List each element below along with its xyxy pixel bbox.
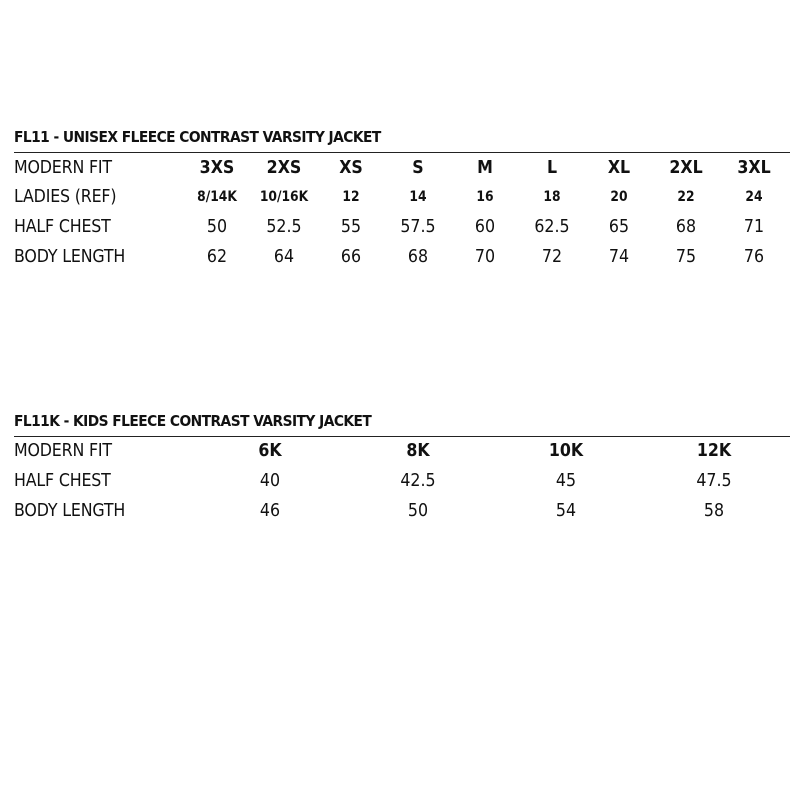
row-label: LADIES (REF) — [14, 186, 117, 207]
size-cell: 14 — [409, 189, 427, 205]
measure-cell: 60 — [474, 216, 496, 237]
measure-cell: 64 — [273, 246, 295, 267]
measure-cell: 71 — [743, 216, 765, 237]
size-cell: 16 — [476, 189, 494, 205]
measure-cell: 72 — [541, 246, 563, 267]
size-cell: 3XL — [737, 157, 771, 178]
kids-chart-title: FL11K - KIDS FLEECE CONTRAST VARSITY JACKET — [14, 412, 372, 430]
size-cell: 2XL — [669, 157, 703, 178]
size-cell: XL — [607, 157, 631, 178]
measure-cell: 57.5 — [400, 216, 436, 237]
measure-cell: 62.5 — [534, 216, 570, 237]
row-label: HALF CHEST — [14, 216, 111, 237]
measure-cell: 65 — [608, 216, 630, 237]
adult-row-half-chest — [14, 213, 790, 243]
measure-cell: 47.5 — [696, 470, 732, 491]
size-cell: 8K — [406, 440, 430, 461]
size-cell: L — [546, 157, 558, 178]
size-cell: M — [477, 157, 493, 178]
size-cell: 10/16K — [259, 189, 309, 205]
size-cell: 22 — [677, 189, 695, 205]
measure-cell: 40 — [259, 470, 281, 491]
row-label: BODY LENGTH — [14, 500, 126, 521]
measure-cell: 76 — [743, 246, 765, 267]
size-cell: 18 — [543, 189, 561, 205]
adult-size-chart — [14, 128, 790, 278]
size-cell: 6K — [258, 440, 282, 461]
row-label: BODY LENGTH — [14, 246, 126, 267]
measure-cell: 50 — [206, 216, 228, 237]
size-cell: 2XS — [266, 157, 302, 178]
measure-cell: 42.5 — [400, 470, 436, 491]
row-label: MODERN FIT — [14, 157, 112, 178]
size-cell: S — [412, 157, 424, 178]
size-cell: 20 — [610, 189, 628, 205]
measure-cell: 70 — [474, 246, 496, 267]
adult-row-modern-fit — [14, 154, 790, 184]
adult-title-rule — [14, 152, 790, 153]
size-cell: XS — [339, 157, 363, 178]
measure-cell: 66 — [340, 246, 362, 267]
kids-row-body-length — [14, 497, 790, 527]
kids-row-half-chest — [14, 467, 790, 497]
size-cell: 10K — [548, 440, 584, 461]
measure-cell: 75 — [675, 246, 697, 267]
adult-row-body-length — [14, 243, 790, 273]
measure-cell: 55 — [340, 216, 362, 237]
size-cell: 8/14K — [197, 189, 237, 205]
measure-cell: 54 — [555, 500, 577, 521]
measure-cell: 58 — [703, 500, 725, 521]
adult-chart-title: FL11 - UNISEX FLEECE CONTRAST VARSITY JACKET — [14, 128, 381, 146]
measure-cell: 74 — [608, 246, 630, 267]
row-label: HALF CHEST — [14, 470, 111, 491]
adult-row-ladies-ref — [14, 183, 790, 213]
measure-cell: 45 — [555, 470, 577, 491]
measure-cell: 68 — [675, 216, 697, 237]
measure-cell: 52.5 — [266, 216, 302, 237]
kids-size-chart — [14, 412, 790, 532]
size-cell: 3XS — [199, 157, 235, 178]
measure-cell: 62 — [206, 246, 228, 267]
row-label: MODERN FIT — [14, 440, 112, 461]
measure-cell: 50 — [407, 500, 429, 521]
measure-cell: 68 — [407, 246, 429, 267]
kids-row-modern-fit — [14, 437, 790, 467]
size-cell: 12 — [342, 189, 360, 205]
size-cell: 24 — [745, 189, 763, 205]
size-cell: 12K — [696, 440, 732, 461]
measure-cell: 46 — [259, 500, 281, 521]
